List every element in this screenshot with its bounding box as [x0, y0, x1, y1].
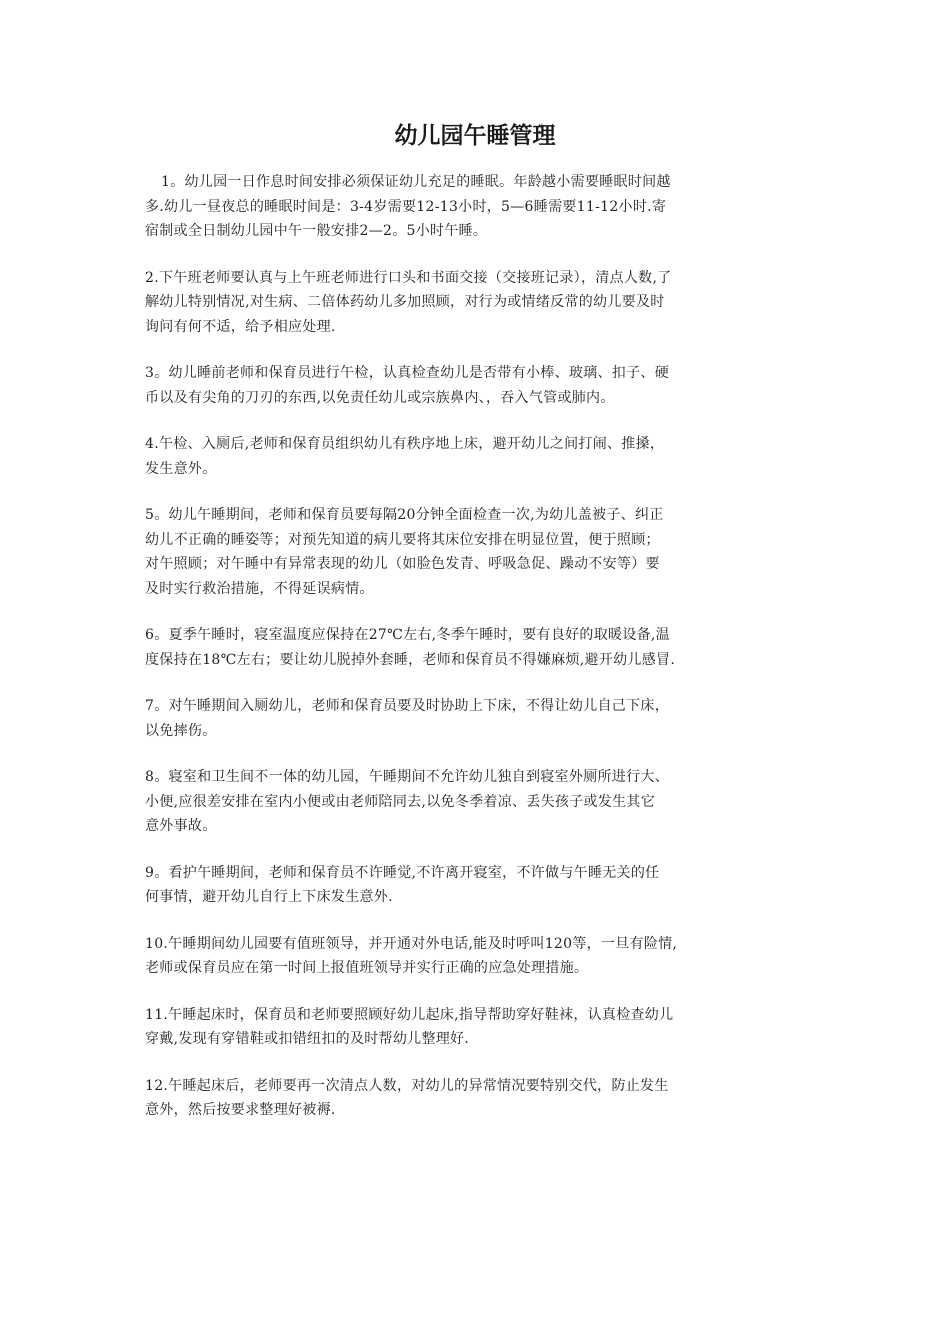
paragraph-7 [145, 694, 820, 743]
paragraph-6 [145, 623, 820, 672]
paragraph-line: 度保持在18℃左右；要让幼儿脱掉外套睡，老师和保育员不得嫌麻烦,避开幼儿感冒. [145, 651, 676, 668]
paragraph-line: 老师或保育员应在第一时间上报值班领导并实行正确的应急处理措施。 [145, 960, 589, 976]
document-title: 幼儿园午睡管理 [394, 123, 556, 149]
paragraph-line: 宿制或全日制幼儿园中午一般安排2—2。5小时午睡。 [145, 223, 488, 239]
paragraph-2 [145, 266, 820, 340]
paragraph-line: 幼儿不正确的睡姿等；对预先知道的病儿要将其床位安排在明显位置，便于照顾； [145, 531, 660, 548]
paragraph-5 [145, 503, 820, 601]
paragraph-10 [145, 932, 820, 981]
paragraph-line: 3。幼儿睡前老师和保育员进行午检，认真检查幼儿是否带有小棒、玻璃、扣子、硬 [145, 365, 670, 381]
paragraph-line: 1。幼儿园一日作息时间安排必须保证幼儿充足的睡眠。年龄越小需要睡眠时间越 [161, 174, 671, 190]
paragraph-line: 多.幼儿一昼夜总的睡眠时间是：3-4岁需要12-13小时，5—6睡需要11-12小时.寄 [145, 198, 667, 215]
document-body [145, 170, 820, 1145]
paragraph-line: 6。夏季午睡时，寝室温度应保持在27℃左右,冬季午睡时，要有良好的取暖设备,温 [145, 627, 670, 643]
paragraph-line: 4.午检、入厕后,老师和保育员组织幼儿有秩序地上床，避开幼儿之间打闹、推搡， [145, 436, 665, 452]
paragraph-3 [145, 361, 820, 410]
paragraph-line: 7。对午睡期间入厕幼儿，老师和保育员要及时协助上下床，不得让幼儿自己下床， [145, 698, 670, 714]
paragraph-line: 对午照顾；对午睡中有异常表现的幼儿（如脸色发青、呼吸急促、躁动不安等）要 [145, 556, 660, 572]
paragraph-4 [145, 432, 820, 481]
paragraph-line: 小便,应很差安排在室内小便或由老师陪同去,以免冬季着凉、丢失孩子或发生其它 [145, 793, 655, 810]
paragraph-8 [145, 765, 820, 839]
paragraph-line: 8。寝室和卫生间不一体的幼儿园，午睡期间不允许幼儿独自到寝室外厕所进行大、 [145, 769, 670, 785]
paragraph-line: 12.午睡起床后，老师要再一次清点人数，对幼儿的异常情况要特别交代，防止发生 [145, 1077, 669, 1094]
paragraph-line: 5。幼儿午睡期间，老师和保育员要每隔20分钟全面检查一次,为幼儿盖被子、纠正 [145, 507, 664, 523]
paragraph-line: 发生意外。 [145, 460, 217, 477]
paragraph-line: 9。看护午睡期间，老师和保育员不许睡觉,不许离开寝室，不许做与午睡无关的任 [145, 864, 660, 881]
paragraph-line: 询问有何不适，给予相应处理. [145, 318, 336, 335]
paragraph-line: 10.午睡期间幼儿园要有值班领导，并开通对外电话,能及时呼叫120等，一旦有险情, [145, 935, 678, 952]
paragraph-line: 解幼儿特别情况,对生病、二倍体药幼儿多加照顾，对行为或情绪反常的幼儿要及时 [145, 294, 665, 310]
paragraph-line: 意外事故。 [145, 818, 217, 834]
paragraph-line: 何事情，避开幼儿自行上下床发生意外. [145, 889, 393, 905]
paragraph-1 [145, 170, 820, 244]
paragraph-line: 11.午睡起床时，保育员和老师要照顾好幼儿起床,指导帮助穿好鞋袜，认真检查幼儿 [145, 1006, 674, 1023]
paragraph-line: 币以及有尖角的刀刃的东西,以免责任幼儿或宗族鼻内、，吞入气管或肺内。 [145, 389, 615, 406]
paragraph-9 [145, 861, 820, 910]
paragraph-11 [145, 1003, 820, 1052]
paragraph-line: 以免摔伤。 [145, 722, 217, 739]
paragraph-line: 穿戴,发现有穿错鞋或扣错纽扣的及时帮幼儿整理好. [145, 1031, 470, 1047]
paragraph-line: 2.下午班老师要认真与上午班老师进行口头和书面交接（交接班记录），清点人数,了 [145, 269, 672, 286]
paragraph-line: 意外，然后按要求整理好被褥. [145, 1102, 336, 1118]
paragraph-line: 及时实行救治措施，不得延误病情。 [145, 580, 374, 597]
paragraph-12 [145, 1074, 820, 1123]
